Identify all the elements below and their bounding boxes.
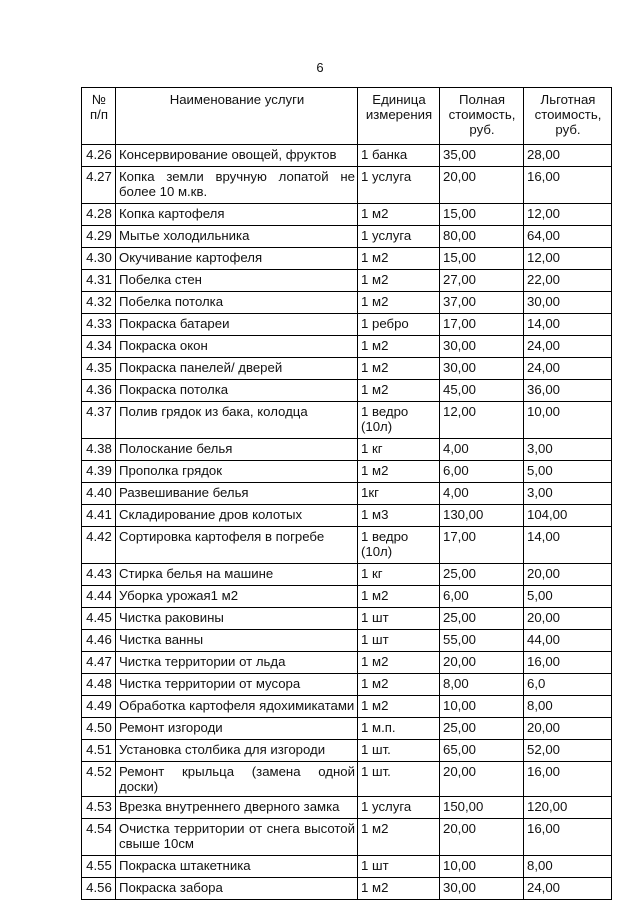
service-name-cell: Покраска штакетника [116,856,358,878]
row-num-cell: 4.52 [82,762,116,797]
row-num-cell: 4.56 [82,878,116,900]
table-row [82,270,612,292]
full-price-cell: 45,00 [440,380,524,402]
row-num-cell: 4.49 [82,696,116,718]
table-row [82,145,612,167]
row-num-cell: 4.28 [82,204,116,226]
unit-cell: 1 кг [358,439,440,461]
row-num-cell: 4.48 [82,674,116,696]
row-num-cell: 4.35 [82,358,116,380]
row-num-cell: 4.50 [82,718,116,740]
row-num-cell: 4.41 [82,505,116,527]
discount-price-cell: 22,00 [524,270,612,292]
unit-cell: 1 м.п. [358,718,440,740]
table-row [82,461,612,483]
row-num-cell: 4.43 [82,564,116,586]
unit-cell: 1 м2 [358,270,440,292]
table-row [82,696,612,718]
full-price-cell: 130,00 [440,505,524,527]
full-price-cell: 37,00 [440,292,524,314]
row-num-cell: 4.26 [82,145,116,167]
full-price-cell: 20,00 [440,819,524,856]
service-name-cell: Покраска окон [116,336,358,358]
full-price-cell: 6,00 [440,461,524,483]
full-price-cell: 17,00 [440,314,524,336]
unit-cell: 1 м2 [358,380,440,402]
table-row [82,564,612,586]
discount-price-cell: 16,00 [524,762,612,797]
table-row [82,204,612,226]
table-row [82,878,612,900]
full-price-cell: 10,00 [440,856,524,878]
row-num-cell: 4.30 [82,248,116,270]
discount-price-cell: 5,00 [524,461,612,483]
table-row [82,226,612,248]
service-name-cell: Покраска забора [116,878,358,900]
full-price-cell: 15,00 [440,248,524,270]
service-name-cell: Копка земли вручную лопатой не более 10 м.кв. [116,167,358,204]
unit-cell: 1 кг [358,564,440,586]
full-price-cell: 30,00 [440,358,524,380]
unit-cell: 1 шт [358,608,440,630]
discount-price-cell: 28,00 [524,145,612,167]
discount-price-cell: 16,00 [524,167,612,204]
full-price-cell: 27,00 [440,270,524,292]
full-price-cell: 15,00 [440,204,524,226]
full-price-cell: 80,00 [440,226,524,248]
table-row [82,380,612,402]
discount-price-cell: 3,00 [524,483,612,505]
service-name-cell: Складирование дров колотых [116,505,358,527]
unit-cell: 1 м2 [358,878,440,900]
unit-cell: 1 шт. [358,762,440,797]
service-name-cell: Чистка территории от льда [116,652,358,674]
full-price-cell: 4,00 [440,439,524,461]
unit-cell: 1 банка [358,145,440,167]
discount-price-cell: 6,0 [524,674,612,696]
discount-price-cell: 14,00 [524,314,612,336]
table-row [82,718,612,740]
discount-price-cell: 20,00 [524,608,612,630]
unit-cell: 1 м3 [358,505,440,527]
unit-cell: 1 м2 [358,204,440,226]
unit-cell: 1 услуга [358,226,440,248]
row-num-cell: 4.31 [82,270,116,292]
full-price-cell: 25,00 [440,564,524,586]
discount-price-cell: 44,00 [524,630,612,652]
table-row [82,856,612,878]
discount-price-cell: 52,00 [524,740,612,762]
discount-price-cell: 8,00 [524,856,612,878]
table-row [82,608,612,630]
full-price-cell: 17,00 [440,527,524,564]
table-row [82,336,612,358]
service-name-cell: Покраска потолка [116,380,358,402]
table-row [82,292,612,314]
service-name-cell: Чистка территории от мусора [116,674,358,696]
full-price-cell: 20,00 [440,167,524,204]
unit-cell: 1 услуга [358,797,440,819]
service-name-cell: Ремонт изгороди [116,718,358,740]
unit-cell: 1 м2 [358,336,440,358]
full-price-cell: 10,00 [440,696,524,718]
table-row [82,314,612,336]
table-row [82,652,612,674]
service-name-cell: Врезка внутреннего дверного замка [116,797,358,819]
service-name-cell: Копка картофеля [116,204,358,226]
table-row [82,167,612,204]
table-row [82,505,612,527]
table-row [82,358,612,380]
service-name-cell: Уборка урожая1 м2 [116,586,358,608]
row-num-cell: 4.40 [82,483,116,505]
table-row [82,527,612,564]
table-row [82,586,612,608]
full-price-cell: 12,00 [440,402,524,439]
services-price-table [81,87,612,900]
table-row [82,483,612,505]
table-row [82,674,612,696]
unit-cell: 1 ребро [358,314,440,336]
table-row [82,630,612,652]
row-num-cell: 4.42 [82,527,116,564]
header-discount-price: Льготная стоимость, руб. [524,88,612,145]
full-price-cell: 35,00 [440,145,524,167]
discount-price-cell: 8,00 [524,696,612,718]
unit-cell: 1 м2 [358,292,440,314]
table-header-row [82,88,612,145]
full-price-cell: 20,00 [440,762,524,797]
row-num-cell: 4.33 [82,314,116,336]
service-name-cell: Стирка белья на машине [116,564,358,586]
header-num: № п/п [82,88,116,145]
full-price-cell: 25,00 [440,718,524,740]
full-price-cell: 30,00 [440,878,524,900]
row-num-cell: 4.46 [82,630,116,652]
table-body [82,145,612,900]
row-num-cell: 4.55 [82,856,116,878]
row-num-cell: 4.51 [82,740,116,762]
service-name-cell: Чистка ванны [116,630,358,652]
service-name-cell: Побелка потолка [116,292,358,314]
discount-price-cell: 16,00 [524,819,612,856]
discount-price-cell: 24,00 [524,336,612,358]
service-name-cell: Покраска панелей/ дверей [116,358,358,380]
unit-cell: 1 шт [358,856,440,878]
full-price-cell: 6,00 [440,586,524,608]
row-num-cell: 4.45 [82,608,116,630]
full-price-cell: 55,00 [440,630,524,652]
table-row [82,762,612,797]
service-name-cell: Полив грядок из бака, колодца [116,402,358,439]
discount-price-cell: 20,00 [524,718,612,740]
full-price-cell: 4,00 [440,483,524,505]
row-num-cell: 4.39 [82,461,116,483]
full-price-cell: 25,00 [440,608,524,630]
discount-price-cell: 24,00 [524,878,612,900]
row-num-cell: 4.36 [82,380,116,402]
unit-cell: 1 м2 [358,674,440,696]
unit-cell: 1 м2 [358,696,440,718]
row-num-cell: 4.34 [82,336,116,358]
discount-price-cell: 16,00 [524,652,612,674]
full-price-cell: 8,00 [440,674,524,696]
discount-price-cell: 24,00 [524,358,612,380]
table-row [82,797,612,819]
header-full-price: Полная стоимость, руб. [440,88,524,145]
header-name: Наименование услуги [116,88,358,145]
discount-price-cell: 20,00 [524,564,612,586]
table-row [82,819,612,856]
full-price-cell: 150,00 [440,797,524,819]
full-price-cell: 30,00 [440,336,524,358]
discount-price-cell: 12,00 [524,204,612,226]
service-name-cell: Прополка грядок [116,461,358,483]
discount-price-cell: 12,00 [524,248,612,270]
discount-price-cell: 104,00 [524,505,612,527]
service-name-cell: Покраска батареи [116,314,358,336]
table-row [82,740,612,762]
unit-cell: 1 м2 [358,586,440,608]
service-name-cell: Окучивание картофеля [116,248,358,270]
unit-cell: 1 шт [358,630,440,652]
row-num-cell: 4.29 [82,226,116,248]
full-price-cell: 65,00 [440,740,524,762]
service-name-cell: Мытье холодильника [116,226,358,248]
service-name-cell: Сортировка картофеля в погребе [116,527,358,564]
row-num-cell: 4.54 [82,819,116,856]
row-num-cell: 4.32 [82,292,116,314]
service-name-cell: Чистка раковины [116,608,358,630]
header-unit: Единица измерения [358,88,440,145]
row-num-cell: 4.53 [82,797,116,819]
discount-price-cell: 14,00 [524,527,612,564]
unit-cell: 1 м2 [358,652,440,674]
service-name-cell: Обработка картофеля ядохимикатами [116,696,358,718]
unit-cell: 1 услуга [358,167,440,204]
discount-price-cell: 64,00 [524,226,612,248]
service-name-cell: Ремонт крыльца (замена одной доски) [116,762,358,797]
table-row [82,248,612,270]
unit-cell: 1 м2 [358,819,440,856]
unit-cell: 1 шт. [358,740,440,762]
unit-cell: 1 ведро (10л) [358,527,440,564]
row-num-cell: 4.44 [82,586,116,608]
service-name-cell: Установка столбика для изгороди [116,740,358,762]
unit-cell: 1 ведро (10л) [358,402,440,439]
unit-cell: 1 м2 [358,248,440,270]
service-name-cell: Развешивание белья [116,483,358,505]
unit-cell: 1 м2 [358,461,440,483]
service-name-cell: Консервирование овощей, фруктов [116,145,358,167]
unit-cell: 1 м2 [358,358,440,380]
discount-price-cell: 10,00 [524,402,612,439]
table-row [82,402,612,439]
discount-price-cell: 36,00 [524,380,612,402]
discount-price-cell: 3,00 [524,439,612,461]
page-number: 6 [316,60,324,75]
row-num-cell: 4.27 [82,167,116,204]
discount-price-cell: 30,00 [524,292,612,314]
service-name-cell: Полоскание белья [116,439,358,461]
service-name-cell: Побелка стен [116,270,358,292]
discount-price-cell: 120,00 [524,797,612,819]
full-price-cell: 20,00 [440,652,524,674]
table-row [82,439,612,461]
row-num-cell: 4.47 [82,652,116,674]
row-num-cell: 4.38 [82,439,116,461]
row-num-cell: 4.37 [82,402,116,439]
unit-cell: 1кг [358,483,440,505]
discount-price-cell: 5,00 [524,586,612,608]
service-name-cell: Очистка территории от снега высотой свыше 10см [116,819,358,856]
